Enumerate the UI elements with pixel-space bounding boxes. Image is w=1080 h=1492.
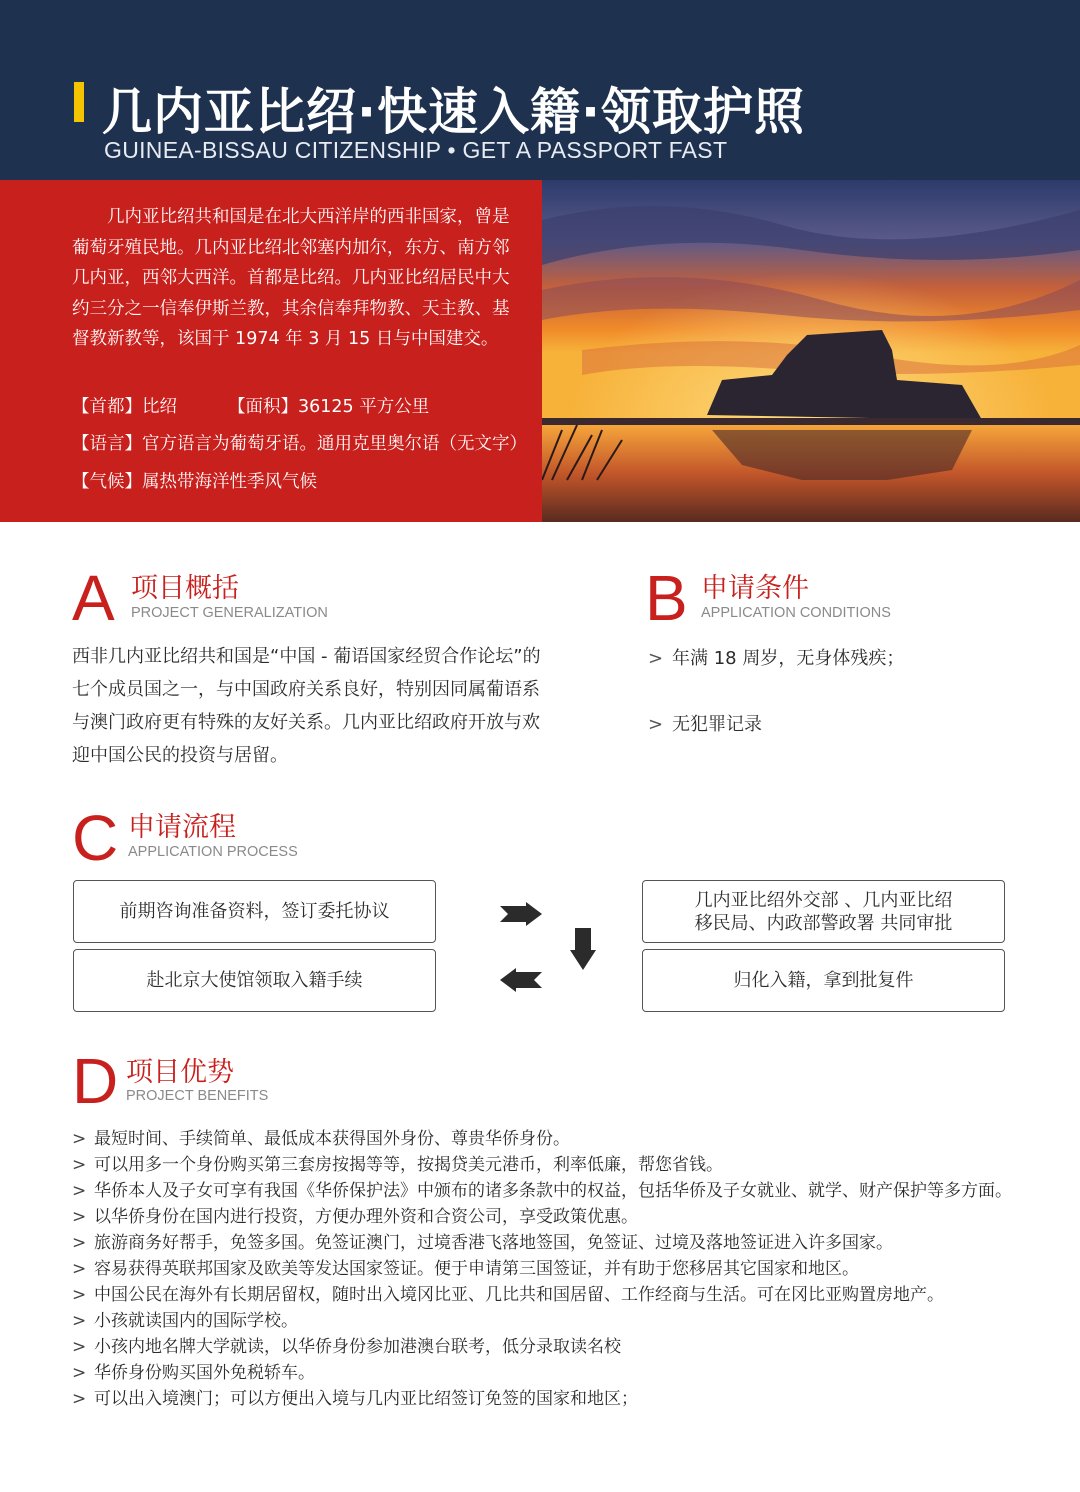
process-step-2-line2: 移民局、内政部警政署 共同审批 [694,912,953,934]
page-title: 几内亚比绍·快速入籍·领取护照 [102,83,805,141]
section-d-letter: D [72,1045,119,1117]
section-c-letter: C [72,802,119,874]
benefit-item [72,1308,298,1334]
page-subtitle: GUINEA-BISSAU CITIZENSHIP • GET A PASSPORT FAST [104,137,728,163]
chevron-right-icon: > [72,1233,87,1253]
benefit-item [72,1334,621,1360]
condition-item [648,644,904,670]
benefit-item [72,1126,570,1152]
benefit-item [72,1204,638,1230]
condition-item [648,710,762,736]
chevron-right-icon: > [72,1259,87,1279]
chevron-right-icon: > [72,1363,87,1383]
benefit-text: 旅游商务好帮手，免签多国。免签证澳门，过境香港飞落地签国，免签证、过境及落地签证进入许多国家。 [94,1233,893,1253]
benefit-item [72,1230,893,1256]
fact-area: 【面积】36125 平方公里 [228,397,430,417]
chevron-right-icon: > [72,1129,87,1149]
arrow-down-icon [570,928,596,970]
process-step-4 [73,949,436,1012]
benefit-text: 最短时间、手续简单、最低成本获得国外身份、尊贵华侨身份。 [94,1129,570,1149]
chevron-right-icon: > [72,1181,87,1201]
benefit-text: 容易获得英联邦国家及欧美等发达国家签证。便于申请第三国签证，并有助于您移居其它国家和地区。 [94,1259,859,1279]
section-a-title: 项目概括 [131,573,239,604]
fact-climate: 【气候】属热带海洋性季风气候 [72,472,317,492]
benefit-item [72,1152,723,1178]
section-c-title: 申请流程 [128,812,236,843]
title-accent-bar [74,82,84,122]
benefit-text: 可以出入境澳门；可以方便出入境与几内亚比绍签订免签的国家和地区； [94,1389,638,1409]
arrow-right-icon [500,902,542,926]
benefit-text: 华侨身份购买国外免税轿车。 [94,1363,315,1383]
sunset-landscape-photo [542,180,1080,522]
benefit-item [72,1360,315,1386]
chevron-right-icon: > [648,714,664,735]
benefit-item [72,1282,944,1308]
benefit-item [72,1256,859,1282]
chevron-right-icon: > [72,1285,87,1305]
process-step-2-line1: 几内亚比绍外交部 、几内亚比绍 [694,889,953,911]
benefit-text: 中国公民在海外有长期居留权，随时出入境冈比亚、几比共和国居留、工作经商与生活。可在冈比亚购置房地产。 [94,1285,944,1305]
section-d-subtitle: PROJECT BENEFITS [126,1088,269,1104]
section-b-title: 申请条件 [701,573,809,604]
section-a-letter: A [72,562,115,634]
benefit-item [72,1386,638,1412]
chevron-right-icon: > [72,1155,87,1175]
process-step-4-label: 赴北京大使馆领取入籍手续 [146,970,363,991]
benefit-item [72,1178,1012,1204]
fact-language: 【语言】官方语言为葡萄牙语。通用克里奥尔语（无文字） [72,434,527,454]
process-step-1-label: 前期咨询准备资料，签订委托协议 [119,901,390,922]
chevron-right-icon: > [72,1337,87,1357]
fact-capital: 【首都】比绍 [72,397,177,417]
section-d-title: 项目优势 [126,1057,234,1088]
condition-text: 年满 18 周岁，无身体残疾； [672,648,905,669]
chevron-right-icon: > [648,648,664,669]
arrow-left-icon [500,968,542,992]
chevron-right-icon: > [72,1389,87,1409]
process-step-2 [642,880,1005,943]
section-b-subtitle: APPLICATION CONDITIONS [701,605,891,621]
section-b-letter: B [645,562,688,634]
intro-panel [0,180,542,522]
process-step-3-label: 归化入籍，拿到批复件 [733,970,914,991]
section-a-subtitle: PROJECT GENERALIZATION [131,605,328,621]
section-c-subtitle: APPLICATION PROCESS [128,844,298,860]
benefit-text: 可以用多一个身份购买第三套房按揭等等，按揭贷美元港币，利率低廉，帮您省钱。 [94,1155,723,1175]
benefit-text: 小孩内地名牌大学就读，以华侨身份参加港澳台联考，低分录取读名校 [94,1337,621,1357]
condition-text: 无犯罪记录 [672,714,762,735]
benefit-text: 华侨本人及子女可享有我国《华侨保护法》中颁布的诸多条款中的权益，包括华侨及子女就业、就学、财产保护等多方面。 [94,1181,1012,1201]
benefit-text: 小孩就读国内的国际学校。 [94,1311,298,1331]
intro-paragraph: 几内亚比绍共和国是在北大西洋岸的西非国家，曾是葡萄牙殖民地。几内亚比绍北邻塞内加尔，东方、南方邻几内亚，西邻大西洋。首都是比绍。几内亚比绍居民中大约三分之一信奉伊斯兰教，其余信奉拜物教、天主教、基督教新教等，该国于 1974 年 3 月 15 日与中国建交。 [72,207,510,349]
benefit-text: 以华侨身份在国内进行投资，方便办理外资和合资公司，享受政策优惠。 [94,1207,638,1227]
section-a-body: 西非几内亚比绍共和国是“中国 - 葡语国家经贸合作论坛”的七个成员国之一，与中国政府关系良好，特别因同属葡语系与澳门政府更有特殊的友好关系。几内亚比绍政府开放与欢迎中国公民的投资与居留。 [72,646,541,766]
page-header [0,0,1080,180]
chevron-right-icon: > [72,1207,87,1227]
chevron-right-icon: > [72,1311,87,1331]
process-step-1 [73,880,436,943]
process-step-3 [642,949,1005,1012]
